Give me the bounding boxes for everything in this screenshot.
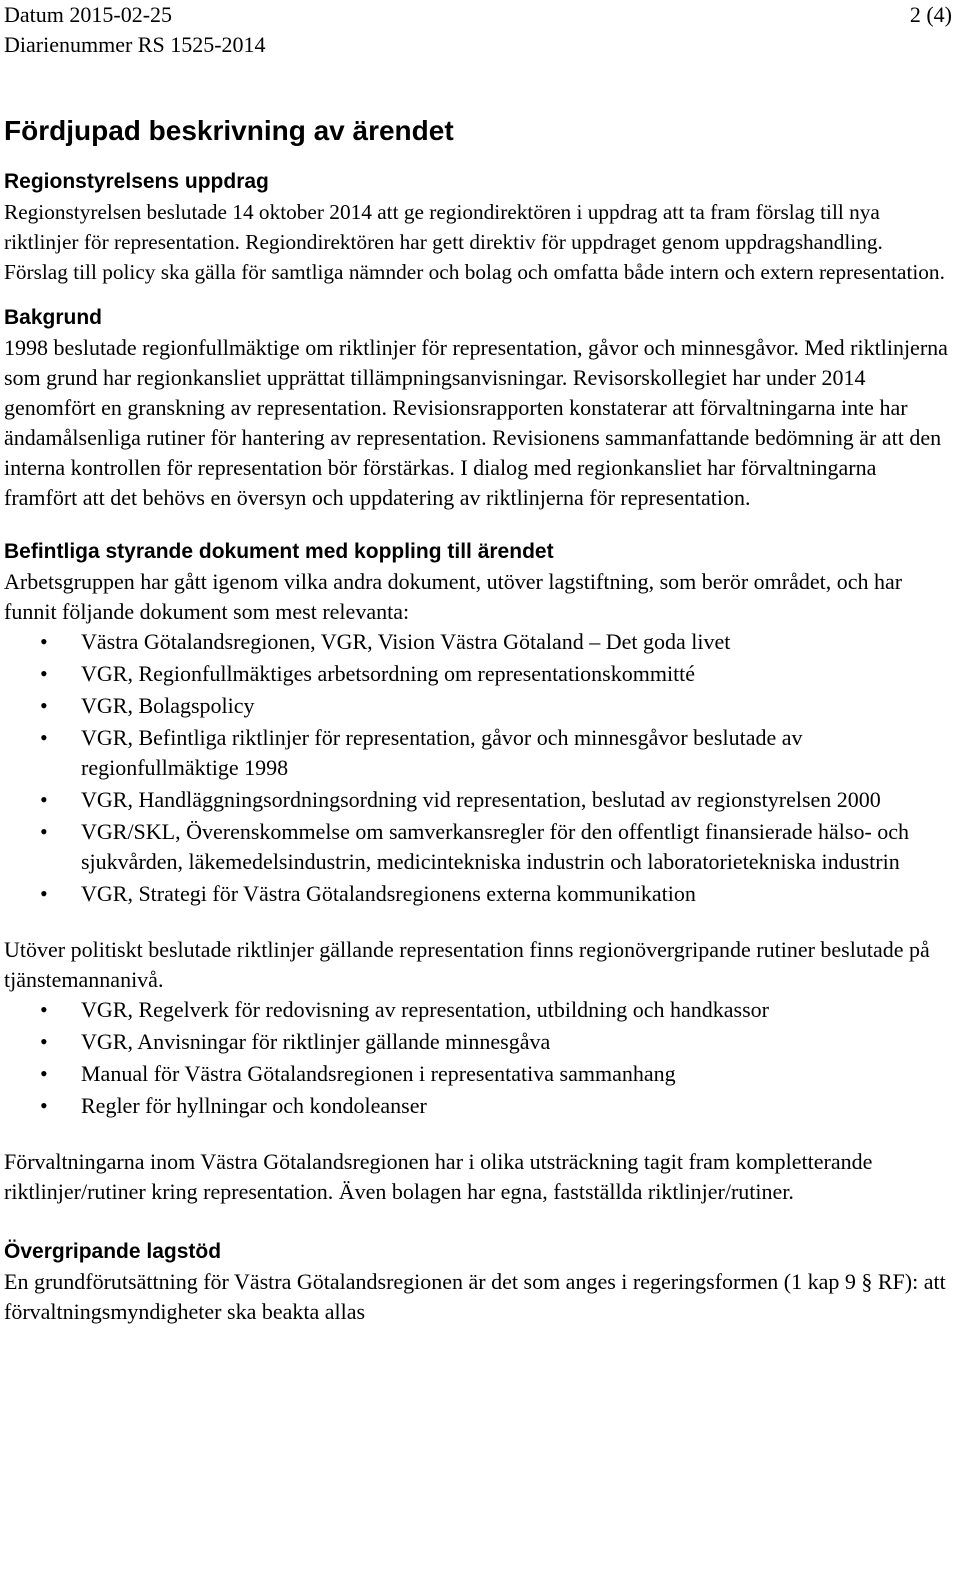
document-date: Datum 2015-02-25 [4,2,173,27]
bullet-icon: • [40,693,48,718]
paragraph-closing: Förvaltningarna inom Västra Götalandsregionen har i olika utsträckning tagit fram kompletterande riktlinjer/rutiner kring representation. Även bolagen har egna, fastställda riktlinjer/rutiner. [4,1149,873,1204]
bullet-icon: • [40,881,48,906]
bullet-icon: • [40,787,48,812]
list-item: • VGR, Handläggningsordningsordning vid representation, beslutad av regionstyrelsen 2000 [4,785,950,815]
list-item: • VGR, Regelverk för redovisning av representation, utbildning och handkassor [4,995,950,1025]
bullet-icon: • [40,997,48,1022]
list-item: • Regler för hyllningar och kondoleanser [4,1091,950,1121]
list-item: • VGR/SKL, Överenskommelse om samverkansregler för den offentligt finansierade hälso- och sjukvården, läkemedelsindustrin, medicintekniska industrin och laboratorietekniska industrin [40,819,910,874]
paragraph-befintliga-intro: Arbetsgruppen har gått igenom vilka andra dokument, utöver lagstiftning, som berör området, och har funnit följande dokument som mest relevanta: [4,569,903,624]
paragraph-lagstod: En grundförutsättning för Västra Götalandsregionen är det som anges i regeringsformen (1 kap 9 § RF): att förvaltningsmyndigheter ska beakta allas [4,1269,946,1324]
list-item: • VGR, Anvisningar för riktlinjer gällande minnesgåva [4,1027,950,1057]
section-heading-befintliga: Befintliga styrande dokument med koppling till ärendet [4,540,554,563]
document-list-styrande [4,627,950,909]
page-number: 2 (4) [909,2,952,27]
list-item: • Manual för Västra Götalandsregionen i representativa sammanhang [4,1059,950,1089]
page-header [4,0,952,60]
list-item: • VGR, Regionfullmäktiges arbetsordning om representationskommitté [4,659,950,689]
list-item: • VGR, Bolagspolicy [4,691,950,721]
list-item: • Västra Götalandsregionen, VGR, Vision Västra Götaland – Det goda livet [4,627,950,657]
bullet-icon: • [40,1093,48,1118]
paragraph-uppdrag: Regionstyrelsen beslutade 14 oktober 2014 att ge regiondirektören i uppdrag att ta fram förslag till nya riktlinjer för representation. Regiondirektören har gett direktiv för uppdraget genom uppdragshandling. Förslag till policy ska gälla för samtliga nämnder och bolag och omfatta både intern och extern representation. [4,200,945,284]
list-item: • VGR, Befintliga riktlinjer för representation, gåvor och minnesgåvor beslutade av regionfullmäktige 1998 [40,725,803,780]
bullet-icon: • [40,1029,48,1054]
paragraph-rutiner-intro: Utöver politiskt beslutade riktlinjer gällande representation finns regionövergripande rutiner beslutade på tjänstemannanivå. [4,937,930,992]
bullet-icon: • [40,725,48,750]
section-heading-lagstod: Övergripande lagstöd [4,1240,222,1263]
list-item: • VGR, Strategi för Västra Götalandsregionens externa kommunikation [4,879,950,909]
section-heading-bakgrund: Bakgrund [4,306,103,329]
section-heading-uppdrag: Regionstyrelsens uppdrag [4,170,269,193]
document-body [4,113,950,1327]
bullet-icon: • [40,1061,48,1086]
bullet-icon: • [40,661,48,686]
paragraph-bakgrund: 1998 beslutade regionfullmäktige om riktlinjer för representation, gåvor och minnesgåvor. Med riktlinjerna som grund har regionkansliet upprättat tillämpningsanvisningar. Revisorskollegiet har under 2014 genomfört en granskning av representation. Revisionsrapporten konstaterar att förvaltningarna inte har ändamålsenliga rutiner för hantering av representation. Revisionens sammanfattande bedömning är att den interna kontrollen för representation bör förstärkas. I dialog med regionkansliet har förvaltningarna framfört att det behövs en översyn och uppdatering av riktlinjerna för representation. [4,335,948,510]
document-list-rutiner [4,995,950,1121]
page-title: Fördjupad beskrivning av ärendet [4,115,454,146]
bullet-icon: • [40,819,48,844]
bullet-icon: • [40,629,48,654]
document-diarienummer: Diarienummer RS 1525-2014 [4,32,266,57]
